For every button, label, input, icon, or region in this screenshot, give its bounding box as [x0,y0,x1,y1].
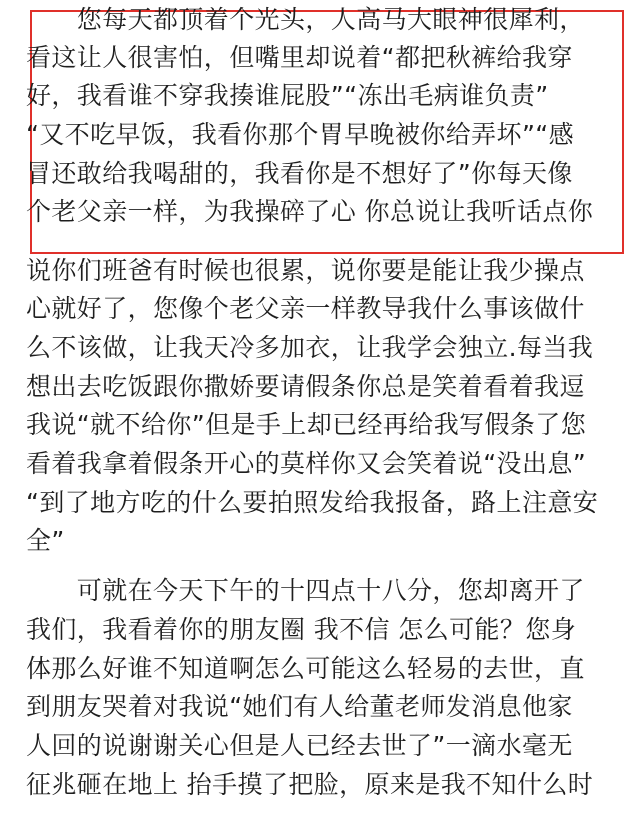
text-line: 么不该做，让我天冷多加衣，让我学会独立.每当我 [26,333,594,362]
text-line: 心就好了，您像个老父亲一样教导我什么事该做什 [26,294,585,323]
text-line: 看这让人很害怕，但嘴里却说着“都把秋裤给我穿 [26,43,573,72]
text-line: 想出去吃饭跟你撒娇要请假条你总是笑着看着我逗 [26,372,585,401]
text-line: 可就在今天下午的十四点十八分，您却离开了 [26,576,585,605]
text-line: 说你们班爸有时候也很累，说你要是能让我少操点 [26,256,585,285]
text-line: 我说“就不给你”但是手上却已经再给我写假条了您 [26,410,587,439]
text-line: 我们，我看着你的朋友圈 我不信 怎么可能？您身 [26,615,577,644]
text-line: 好，我看谁不穿我揍谁屁股”“冻出毛病谁负责” [26,81,549,110]
text-line: 人回的说谢谢关心但是人已经去世了”一滴水毫无 [26,731,573,760]
text-line: “到了地方吃的什么要拍照发给我报备，路上注意安 [26,488,599,517]
text-line: 看着我拿着假条开心的莫样你又会笑着说“没出息” [26,449,587,478]
text-line: “又不吃早饭，我看你那个胃早晚被你给弄坏”“感 [26,120,575,149]
text-line: 冒还敢给我喝甜的，我看你是不想好了”你每天像 [26,159,573,188]
text-line: 到朋友哭着对我说“她们有人给董老师发消息他家 [26,692,573,721]
text-line: 个老父亲一样，为我操碎了心 你总说让我听话点你 [26,197,594,226]
text-line: 体那么好谁不知道啊怎么可能这么轻易的去世，直 [26,654,585,683]
text-line: 全” [26,526,65,555]
text-line: 征兆砸在地上 抬手摸了把脸，原来是我不知什么时 [26,770,594,799]
text-line: 您每天都顶着个光头，人高马大眼神很犀利， [26,5,585,34]
